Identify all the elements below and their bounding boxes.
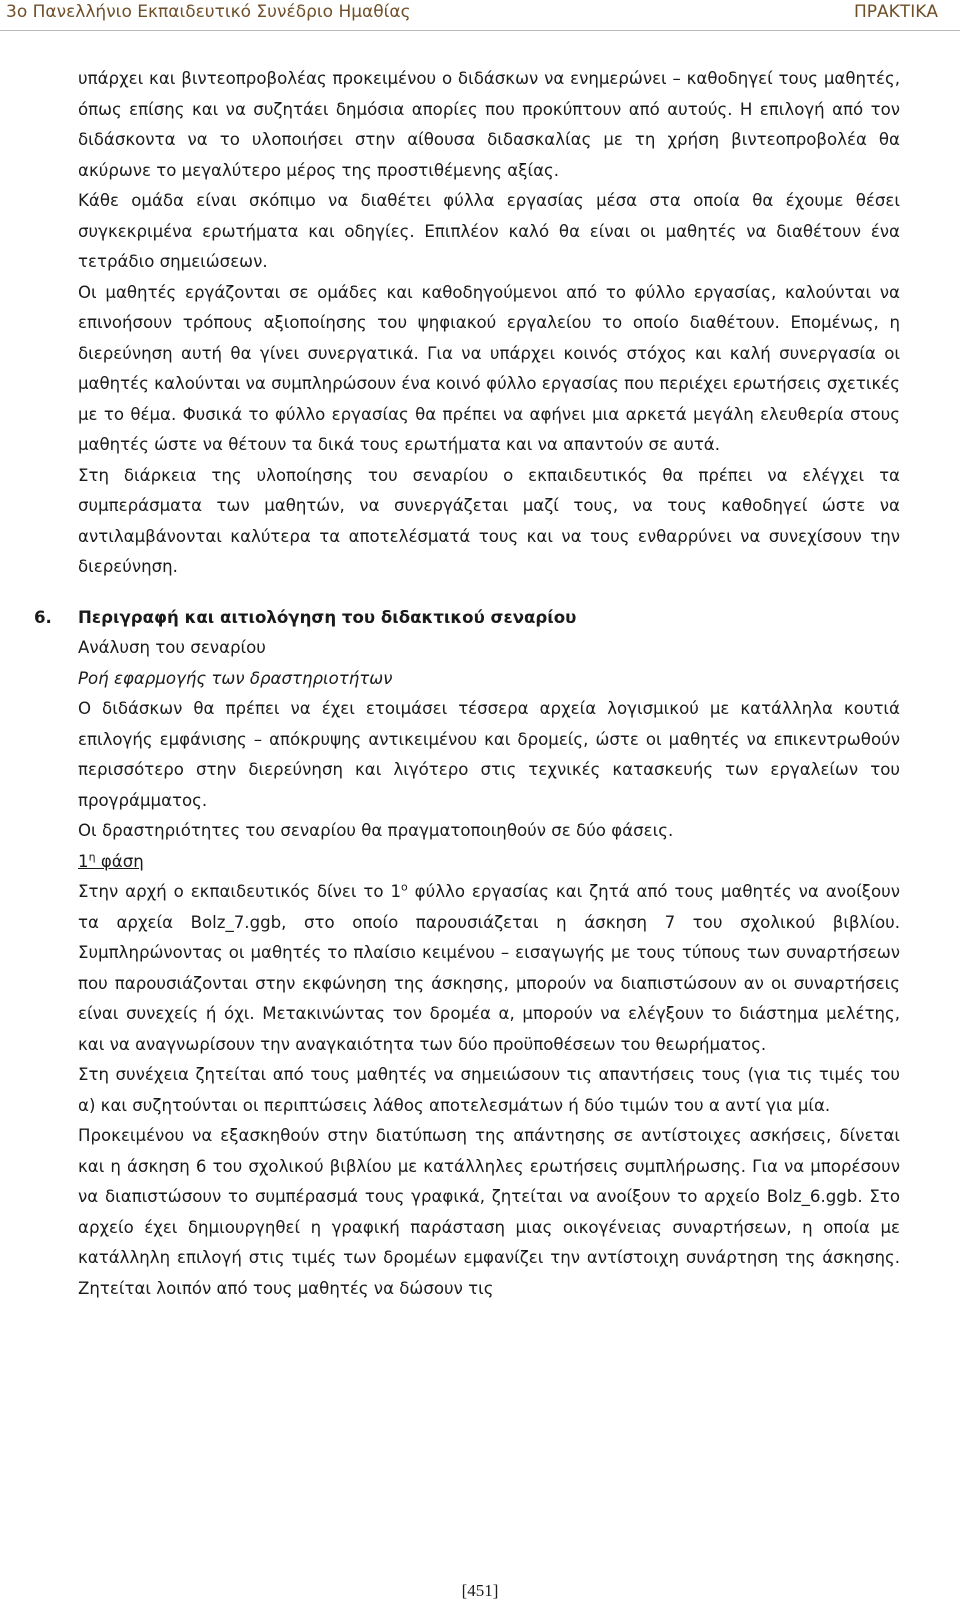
paragraph: Προκειμένου να εξασκηθούν στην διατύπωση της απάντησης σε αντίστοιχες ασκήσεις, δίνεται και η άσκηση 6 του σχολικού βιβλίου με κατάλληλες ερωτήσεις συμπλήρωσης. Για να μπορέσουν να διαπιστώσουν το συμπέρασμά τους γραφικά, ζητείται να ανοίξουν το αρχείο Bolz_6.ggb. Στο αρχείο έχει δημιουργηθεί η γραφική παράσταση μιας οικογένειας συναρτήσεων, η οποία με κατάλληλη επιλογή στις τιμές των δρομέων εμφανίζει την αντίστοιχη συνάρτηση της άσκησης. Ζητείται λοιπόν από τους μαθητές να δώσουν τις <box>78 1126 900 1298</box>
page-header <box>0 0 960 31</box>
paragraph-part: φύλλο εργασίας και ζητά από τους μαθητές να ανοίξουν τα αρχεία Bolz_7.ggb, στο οποίο παρουσιάζεται η άσκηση 7 του σχολικού βιβλίου. Συμπληρώνοντας οι μαθητές το πλαίσιο κειμένου – εισαγωγής με τους τύπους των συναρτήσεων που παρουσιάζονται στην εκφώνηση της άσκησης, μπορούν να διαπιστώσουν αν οι συναρτήσεις είναι συνεχείς ή όχι. Μετακινώντας τον δρομέα α, μπορούν να ελέγξουν το διάστημα μελέτης, και να αναγνωρίσουν την αναγκαιότητα των δύο προϋποθέσεων του θεωρήματος. <box>78 882 901 1054</box>
page-number: [451] <box>461 1581 499 1600</box>
paragraph: Στη διάρκεια της υλοποίησης του σεναρίου ο εκπαιδευτικός θα πρέπει να ελέγχει τα συμπεράσματα των μαθητών, να συνεργάζεται μαζί τους, να τους καθοδηγεί ώστε να αντιλαμβάνονται καλύτερα τα αποτελέσματά τους και να τους ενθαρρύνει να συνεχίσουν την διερεύνηση. <box>78 465 900 576</box>
paragraph: Στη συνέχεια ζητείται από τους μαθητές να σημειώσουν τις απαντήσεις τους (για τις τιμές του α) και συζητούνται οι περιπτώσεις λάθος αποτελεσμάτων ή δύο τιμών του α αντί για μία. <box>78 1065 900 1115</box>
paragraph: Ο διδάσκων θα πρέπει να έχει ετοιμάσει τέσσερα αρχεία λογισμικού με κατάλληλα κουτιά επιλογής εμφάνισης – απόκρυψης αντικειμένου και δρομείς, ώστε οι μαθητές να επικεντρωθούν περισσότερο στην διερεύνηση και λιγότερο στις τεχνικές κατασκευής των εργαλείων του προγράμματος. <box>78 699 900 810</box>
phase-number: 1 <box>78 851 89 871</box>
paragraph <box>78 877 900 1060</box>
ordinal-superscript: ο <box>401 880 408 894</box>
conference-title: 3ο Πανελλήνιο Εκπαιδευτικό Συνέδριο Ημαθίας <box>6 2 411 22</box>
section-6 <box>34 603 901 1305</box>
phase-word: φάση <box>95 851 144 871</box>
paragraph-part: Στην αρχή ο εκπαιδευτικός δίνει το 1 <box>78 882 402 901</box>
paragraph: Κάθε ομάδα είναι σκόπιμο να διαθέτει φύλλα εργασίας μέσα στα οποία θα έχουμε θέσει συγκεκριμένα ερωτήματα και οδηγίες. Επιπλέον καλό θα είναι οι μαθητές να διαθέτουν ένα τετράδιο σημειώσεων. <box>78 191 900 271</box>
section-number: 6. <box>34 607 52 627</box>
phase-heading <box>78 847 900 878</box>
section-subtitle: Ανάλυση του σεναρίου <box>78 638 266 657</box>
section-subtitle-italic: Ροή εφαρμογής των δραστηριοτήτων <box>78 668 393 688</box>
paragraph: Οι μαθητές εργάζονται σε ομάδες και καθοδηγούμενοι από το φύλλο εργασίας, καλούνται να επινοήσουν τρόπους αξιοποίησης του ψηφιακού εργαλείου το οποίο διαθέτουν. Επομένως, η διερεύνηση αυτή θα γίνει συνεργατικά. Για να υπάρχει κοινός στόχος και καλή συνεργασία οι μαθητές καλούνται να συμπληρώσουν ένα κοινό φύλλο εργασίας που περιέχει ερωτήσεις σχετικές με το θέμα. Φυσικά το φύλλο εργασίας θα πρέπει να αφήνει μια αρκετά μεγάλη ελευθερία στους μαθητές ώστε να θέτουν τα δικά τους ερωτήματα και να απαντούν σε αυτά. <box>78 282 900 454</box>
document-body <box>34 64 901 1304</box>
proceedings-label: ΠΡΑΚΤΙΚΑ <box>854 2 938 22</box>
phase-superscript: η <box>88 849 96 863</box>
section-title: Περιγραφή και αιτιολόγηση του διδακτικού σεναρίου <box>78 607 577 627</box>
paragraph: υπάρχει και βιντεοπροβολέας προκειμένου ο διδάσκων να ενημερώνει – καθοδηγεί τους μαθητές, όπως επίσης και να συζητάει δημόσια απορίες που προκύπτουν από αυτούς. Η επιλογή από τον διδάσκοντα να το υλοποιήσει στην αίθουσα διδασκαλίας με τη χρήση βιντεοπροβολέα θα ακύρωνε το μεγαλύτερο μέρος της προστιθέμενης αξίας. <box>78 69 900 180</box>
paragraph: Οι δραστηριότητες του σεναρίου θα πραγματοποιηθούν σε δύο φάσεις. <box>78 821 674 840</box>
